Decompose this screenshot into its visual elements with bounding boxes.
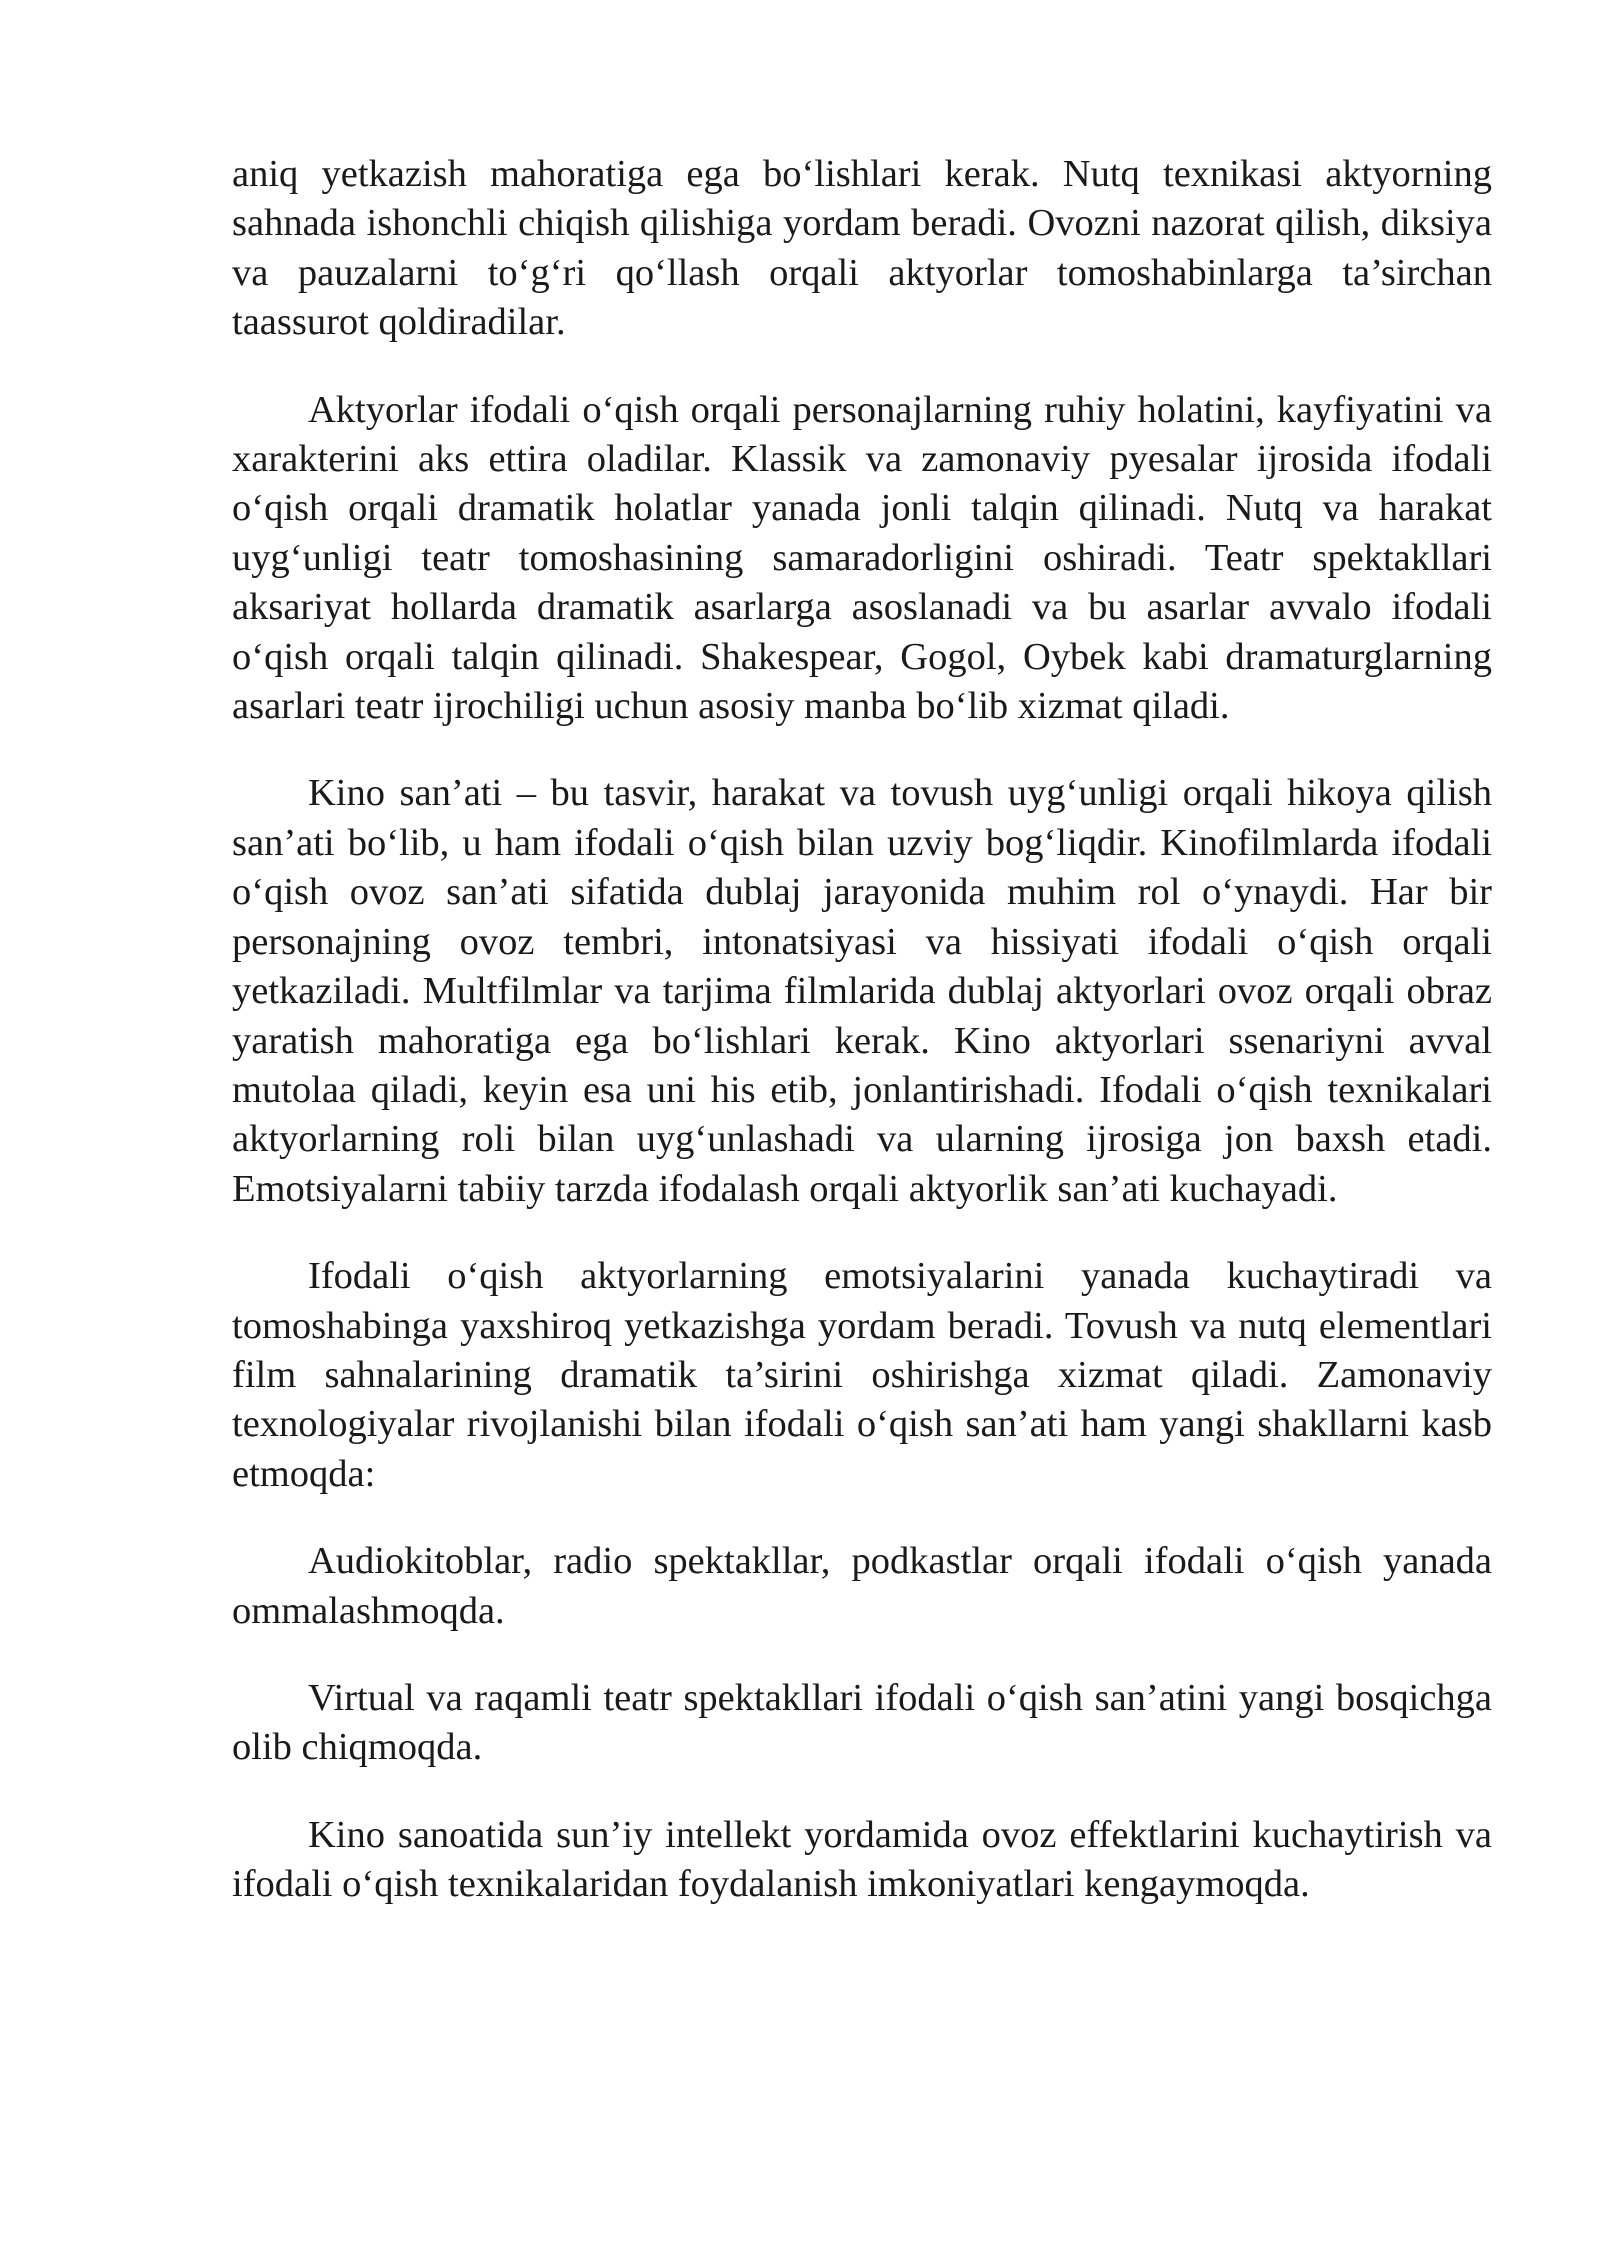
paragraph-continuation: aniq yetkazish mahoratiga ega bo‘lishlari kerak. Nutq texnikasi aktyorning sahnada ishonchli chiqish qilishiga yordam beradi. Ovozni nazorat qilish, diksiya va pauzalarni to‘g‘ri qo‘llash orqali aktyorlar tomoshabinlarga ta’sirchan taassurot qoldiradilar. xyxy=(232,153,1492,344)
paragraph-ai-cinema: Kino sanoatida sun’iy intellekt yordamida ovoz effektlarini kuchaytirish va ifodali o‘qish texnikalaridan foydalanish imkoniyatlari kengaymoqda. xyxy=(232,1813,1492,1906)
paragraph-audiobooks: Audiokitoblar, radio spektakllar, podkastlar orqali ifodali o‘qish yanada ommalashmoqda. xyxy=(232,1540,1492,1632)
paragraph-emotions-technology: Ifodali o‘qish aktyorlarning emotsiyalarini yanada kuchaytiradi va tomoshabinga yaxshiroq yetkazishga yordam beradi. Tovush va nutq elementlari film sahnalarining dramatik ta’sirini oshirishga xizmat qiladi. Zamonaviy texnologiyalar rivojlanishi bilan ifodali o‘qish san’ati ham yangi shakllarni kasb etmoqda: xyxy=(232,1255,1492,1495)
document-body xyxy=(232,150,1492,1948)
paragraph-virtual-theatre: Virtual va raqamli teatr spektakllari ifodali o‘qish san’atini yangi bosqichga olib chiqmoqda. xyxy=(232,1676,1492,1769)
paragraph-cinema-art: Kino san’ati – bu tasvir, harakat va tovush uyg‘unligi orqali hikoya qilish san’ati bo‘lib, u ham ifodali o‘qish bilan uzviy bog‘liqdir. Kinofilmlarda ifodali o‘qish ovoz san’ati sifatida dublaj jarayonida muhim rol o‘ynaydi. Har bir personajning ovoz tembri, intonatsiyasi va hissiyati ifodali o‘qish orqali yetkaziladi. Multfilmlar va tarjima filmlarida dublaj aktyorlari ovoz orqali obraz yaratish mahoratiga ega bo‘lishlari kerak. Kino aktyorlari ssenariyni avval mutolaa qiladi, keyin esa uni his etib, jonlantirishadi. Ifodali o‘qish texnikalari aktyorlarning roli bilan uyg‘unlashadi va ularning ijrosiga jon baxsh etadi. Emotsiyalarni tabiiy tarzda ifodalash orqali aktyorlik san’ati kuchayadi. xyxy=(232,772,1492,1210)
paragraph-actors-expressive-reading: Aktyorlar ifodali o‘qish orqali personajlarning ruhiy holatini, kayfiyatini va xarakterini aks ettira oladilar. Klassik va zamonaviy pyesalar ijrosida ifodali o‘qish orqali dramatik holatlar yanada jonli talqin qilinadi. Nutq va harakat uyg‘unligi teatr tomoshasining samaradorligini oshiradi. Teatr spektakllari aksariyat hollarda dramatik asarlarga asoslanadi va bu asarlar avvalo ifodali o‘qish orqali talqin qilinadi. Shakespear, Gogol, Oybek kabi dramaturglarning asarlari teatr ijrochiligi uchun asosiy manba bo‘lib xizmat qiladi. xyxy=(232,388,1492,728)
